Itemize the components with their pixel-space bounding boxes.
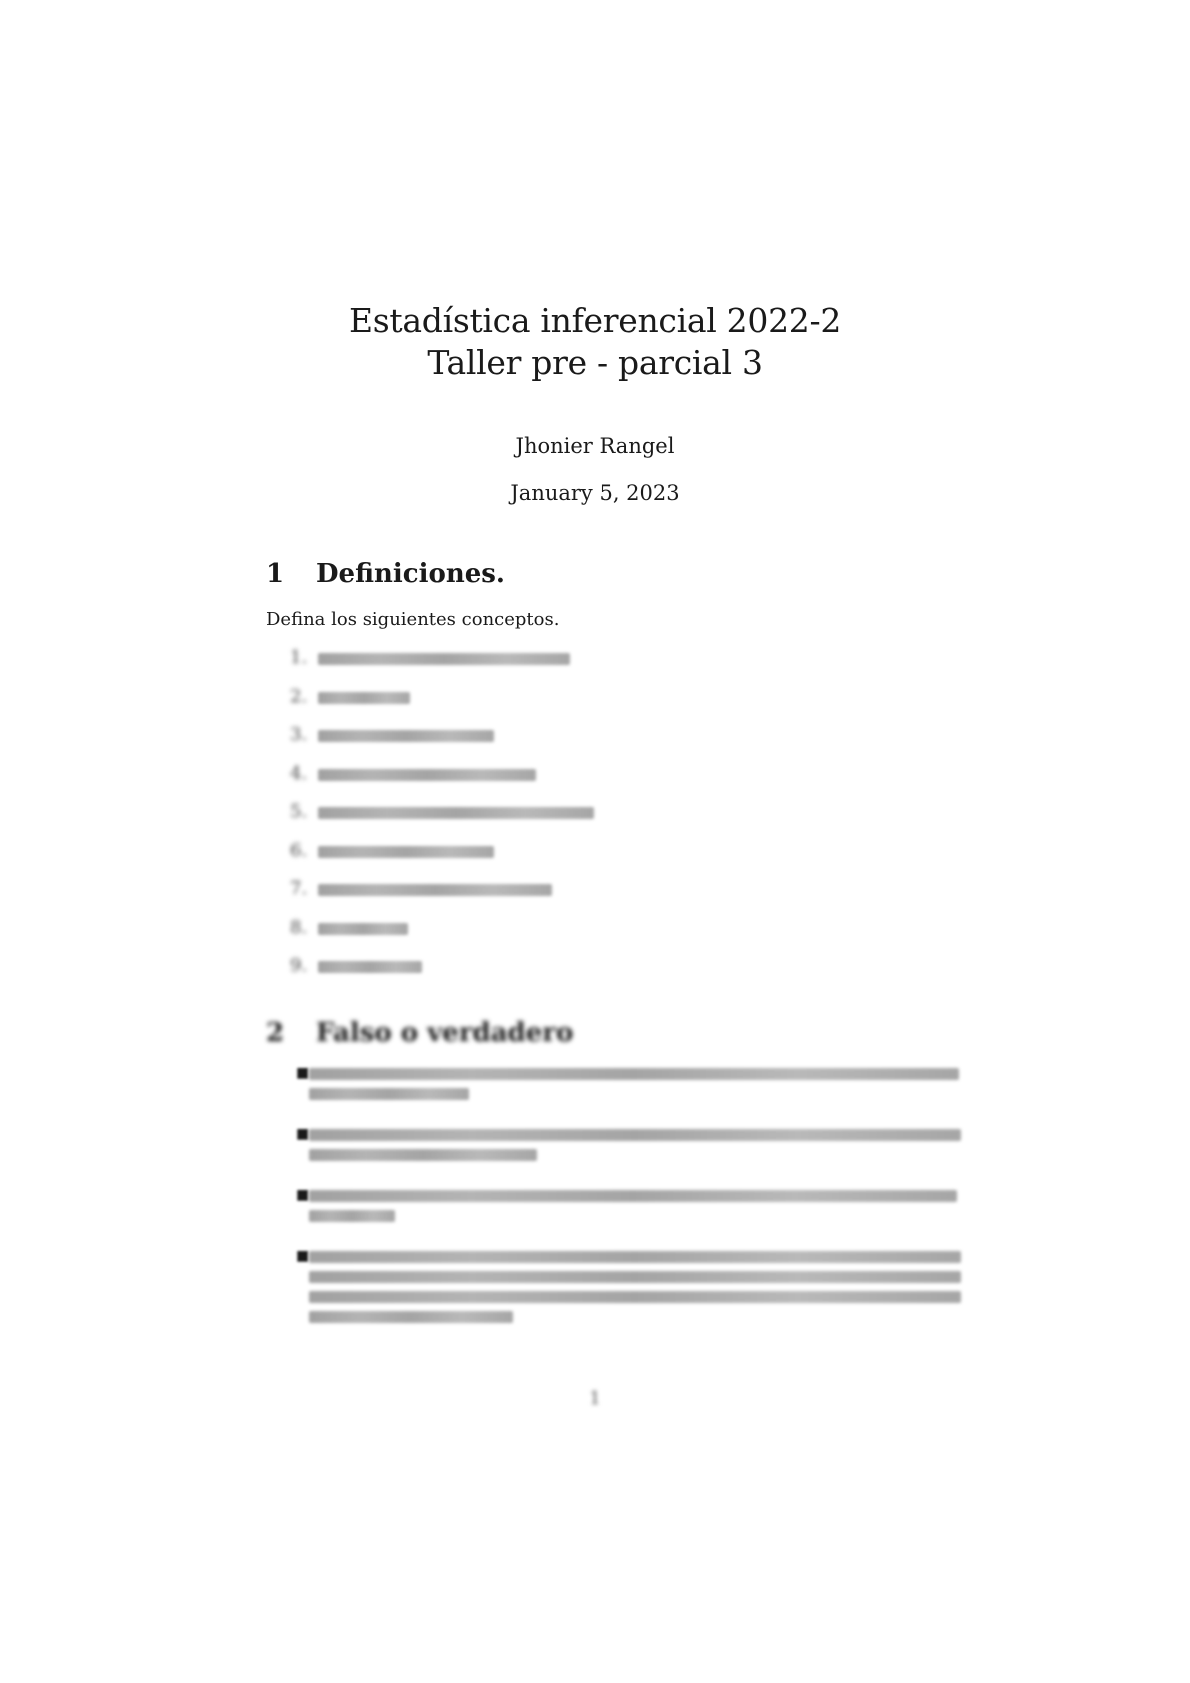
list-item: [290, 840, 594, 879]
blurred-line: [309, 1129, 961, 1141]
section-1-number: 1: [266, 559, 285, 589]
blurred-line: [309, 1088, 469, 1100]
section-2-number: 2: [266, 1018, 285, 1048]
list-item: [290, 724, 594, 763]
blurred-text: [318, 807, 594, 819]
title-line-2: Taller pre - parcial 3: [427, 343, 763, 382]
list-item-number: 2.: [290, 685, 308, 707]
definitions-list: [290, 647, 594, 994]
bullet-icon: ■: [296, 1065, 310, 1081]
blurred-line: [309, 1068, 959, 1080]
list-item: [290, 878, 594, 917]
author: Jhonier Rangel: [515, 434, 675, 458]
blurred-text: [318, 692, 410, 704]
list-item: [290, 686, 594, 725]
blurred-line: [309, 1271, 961, 1283]
blurred-text: [318, 923, 408, 935]
blurred-text: [318, 846, 494, 858]
list-item-number: 6.: [290, 839, 308, 861]
list-item-number: 3.: [290, 724, 308, 745]
blurred-line: [309, 1251, 961, 1263]
blurred-line: [309, 1291, 961, 1303]
page-number: 1: [589, 1388, 601, 1409]
list-item-number: 5.: [290, 801, 308, 822]
section-2-title: Falso o verdadero: [316, 1018, 574, 1048]
section-2-heading: [266, 1018, 573, 1048]
list-item-number: 1.: [290, 647, 308, 668]
list-item: [290, 917, 594, 956]
list-item-number: 4.: [290, 762, 308, 784]
blurred-line: [309, 1190, 957, 1202]
blurred-line: [309, 1311, 513, 1323]
blurred-line: [309, 1149, 537, 1161]
list-item: [290, 955, 594, 994]
blurred-text: [318, 730, 494, 742]
section-1-heading: [266, 559, 505, 589]
bullet-icon: ■: [296, 1248, 310, 1264]
bullet-icon: ■: [296, 1187, 310, 1203]
blurred-text: [318, 769, 536, 781]
list-item: [296, 1183, 956, 1230]
date: January 5, 2023: [510, 481, 680, 505]
list-item-number: 9.: [290, 955, 308, 976]
blurred-paragraph: [309, 1244, 961, 1331]
document-title: [0, 300, 1190, 384]
section-1-title: Definiciones.: [316, 559, 505, 589]
blurred-text: [318, 884, 552, 896]
list-item: [290, 763, 594, 802]
list-item: [290, 647, 594, 686]
list-item: [296, 1061, 956, 1108]
title-line-1: Estadística inferencial 2022-2: [348, 301, 842, 340]
blurred-line: [309, 1210, 395, 1222]
list-item-number: 7.: [290, 878, 308, 899]
blurred-paragraph: [309, 1061, 959, 1108]
section-1-intro: Defina los siguientes conceptos.: [266, 609, 560, 630]
true-false-list: [296, 1061, 956, 1345]
list-item: [290, 801, 594, 840]
blurred-text: [318, 653, 570, 665]
bullet-icon: ■: [296, 1126, 310, 1142]
list-item-number: 8.: [290, 916, 308, 938]
blurred-paragraph: [309, 1183, 957, 1230]
blurred-paragraph: [309, 1122, 961, 1169]
blurred-text: [318, 961, 422, 973]
list-item: [296, 1244, 956, 1331]
list-item: [296, 1122, 956, 1169]
